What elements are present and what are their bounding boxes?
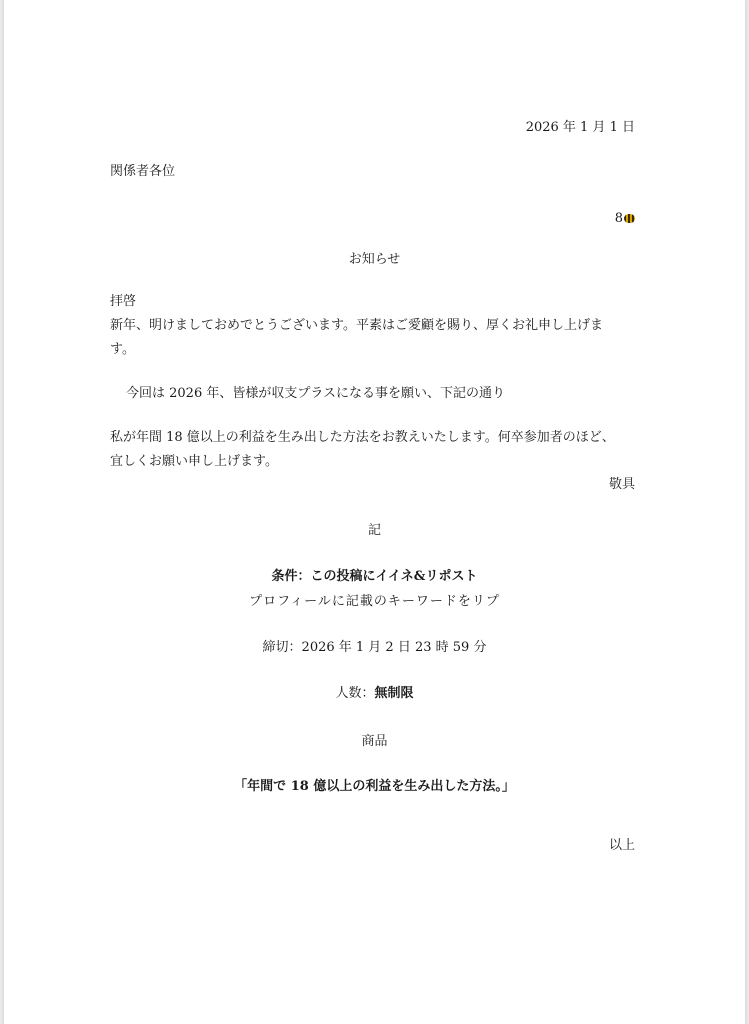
condition-text: この投稿にイイネ&リポスト — [310, 569, 478, 584]
notice-title: お知らせ — [348, 252, 401, 267]
deadline: 締切：2026 年 1 月 2 日 23 時 59 分 — [262, 640, 487, 655]
product-name: 「年間で 18 億以上の利益を生み出した方法。」 — [234, 779, 515, 794]
paragraph-2: 今回は 2026 年、皆様が収支プラスになる事を願い、下記の通り — [126, 386, 505, 401]
participant-count — [4, 685, 745, 703]
signer-name: 8 — [614, 211, 623, 226]
count-label: 人数： — [335, 686, 375, 701]
paragraph-1-line-1: 新年、明けましておめでとうございます。平素はご愛顧を賜り、厚くお礼申し上げま — [110, 318, 603, 333]
greeting-haikei: 拝啓 — [110, 294, 137, 309]
addressee: 関係者各位 — [110, 164, 176, 179]
letter-date: 2026 年 1 月 1 日 — [525, 120, 635, 135]
product-heading: 商品 — [361, 734, 388, 749]
condition-line-2: プロフィールに記載のキーワードをリプ — [249, 594, 500, 609]
paragraph-3-line-1: 私が年間 18 億以上の利益を生み出した方法をお教えいたします。何卒参加者のほど、 — [110, 430, 615, 445]
document-page — [4, 0, 745, 1024]
paragraph-1-line-2: す。 — [110, 342, 135, 357]
paragraph-3-line-2: 宜しくお願い申し上げます。 — [110, 454, 278, 469]
closing-ijou: 以上 — [608, 838, 635, 853]
condition-line — [4, 568, 745, 586]
condition-label: 条件： — [271, 569, 311, 584]
count-value: 無制限 — [374, 686, 414, 701]
closing-keigu: 敬具 — [608, 477, 635, 492]
ki-heading: 記 — [367, 523, 381, 538]
signer — [615, 210, 635, 228]
bee-icon — [624, 214, 635, 223]
